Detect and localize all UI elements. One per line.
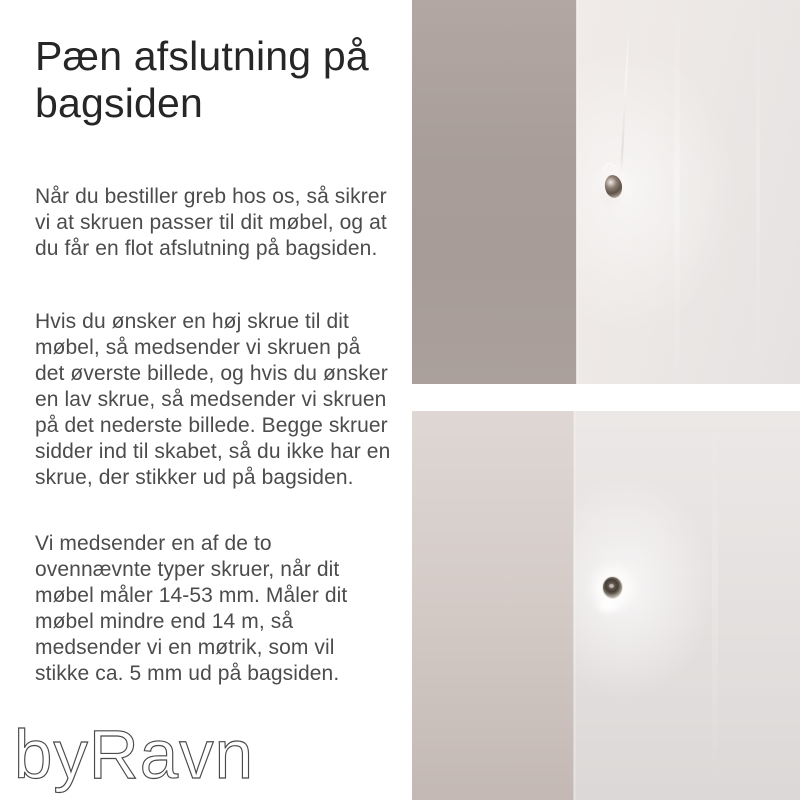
screw-head bbox=[602, 576, 623, 599]
page-title: Pæn afslutning på bagsiden bbox=[35, 33, 369, 126]
photo-high-screw-back-panel bbox=[412, 0, 800, 384]
body-paragraph-intro: Når du bestiller greb hos os, så sikrer vi at skruen passer til dit møbel, og at du får en flot afslutning på bagsiden. bbox=[35, 185, 387, 260]
body-paragraph-screw-options: Hvis du ønsker en høj skrue til dit møbel, så medsender vi skruen på det øverste billede, og hvis du ønsker en lav skrue, så medsender vi skruen på det nederste billede. Begge skruer sidder ind til skabet, så du ikke har en skrue, der stikker ud på bagsiden. bbox=[35, 310, 391, 489]
photo-low-screw-back-panel bbox=[412, 411, 800, 800]
panel-corner-edge bbox=[576, 0, 579, 384]
light-streak bbox=[674, 0, 680, 384]
light-streak bbox=[756, 0, 760, 384]
brand-logo: byRavn bbox=[14, 716, 254, 793]
panel-corner-edge bbox=[573, 411, 576, 800]
cabinet-side-panel bbox=[412, 0, 576, 384]
light-streak bbox=[712, 411, 718, 800]
cabinet-side-panel bbox=[412, 411, 573, 800]
body-paragraph-measurements: Vi medsender en af de to ovennævnte typer skruer, når dit møbel måler 14-53 mm. Måler dit møbel mindre end 14 m, så medsender vi en møtrik, som vil stikke ca. 5 mm ud på bagsiden. bbox=[35, 532, 348, 685]
